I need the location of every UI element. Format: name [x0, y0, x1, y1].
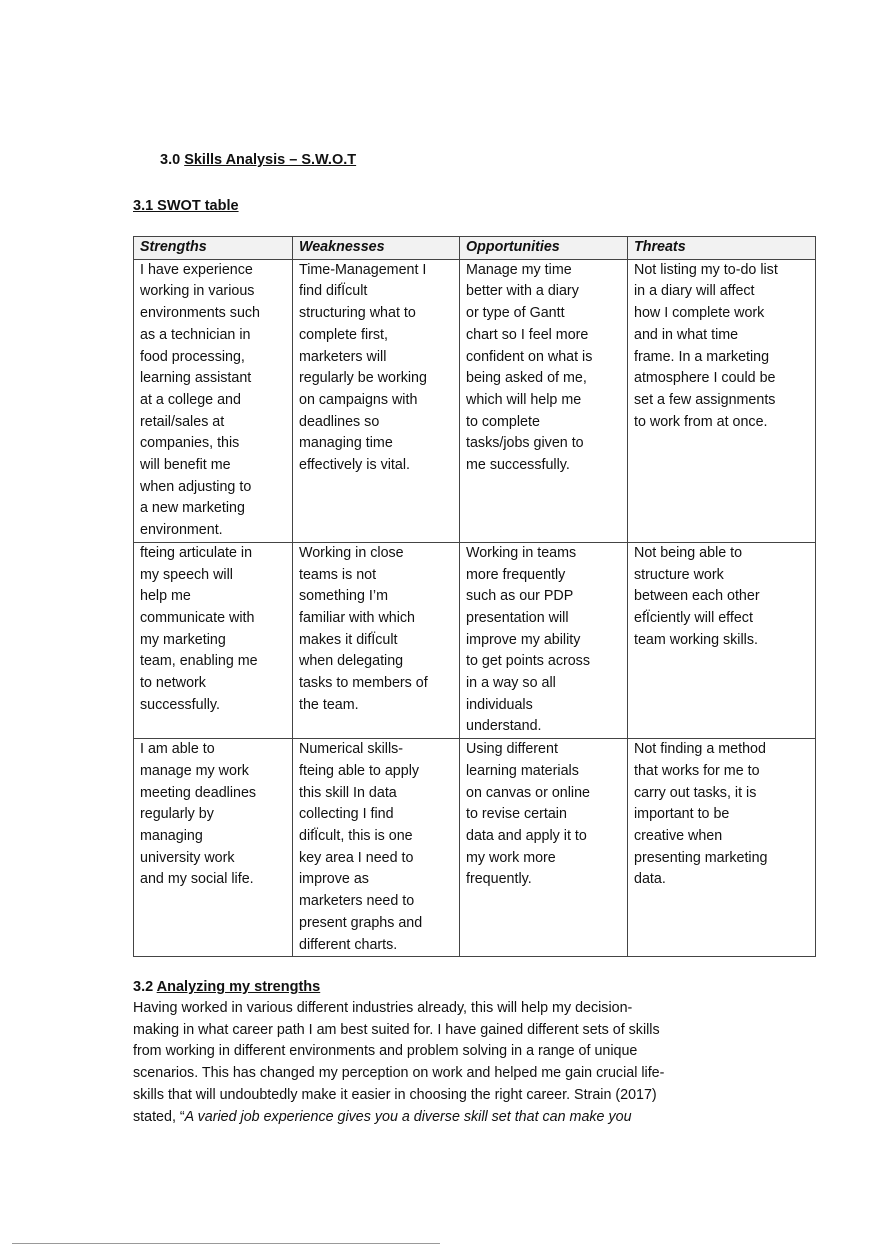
section-heading-3-1: 3.1 SWOT table: [133, 198, 239, 214]
table-header-row: [134, 237, 816, 260]
header-threats: Threats: [628, 237, 816, 260]
table-row: [134, 739, 816, 957]
section-heading-3-0: [160, 150, 356, 170]
body-paragraph: [133, 998, 664, 1128]
section-heading-3-2: [133, 977, 320, 997]
heading-title: Skills Analysis – S.W.O.T: [184, 152, 357, 168]
table-cell: Not being able to structure work between each other efÏciently will effect team working skills.: [628, 542, 816, 738]
header-strengths: Strengths: [134, 237, 293, 260]
table-cell: I have experience working in various environments such as a technician in food processing, learning assistant at a college and retail/sales at companies, this will benefit me when adjusting to a new marketing environment.: [134, 259, 293, 542]
table-cell: fteing articulate in my speech will help me communicate with my marketing team, enabling me to network successfully.: [134, 542, 293, 738]
table-row: [134, 259, 816, 542]
swot-table: [133, 236, 816, 957]
heading-title: Analyzing my strengths: [156, 979, 321, 995]
table-cell: Not listing my to-do list in a diary will affect how I complete work and in what time frame. In a marketing atmosphere I could be set a few assignments to work from at once.: [628, 259, 816, 542]
table-cell: Time-Management I find difÏcult structuring what to complete first, marketers will regularly be working on campaigns with deadlines so managing time effectively is vital.: [293, 259, 460, 542]
header-opportunities: Opportunities: [460, 237, 628, 260]
table-cell: Working in close teams is not something I’m familiar with which makes it difÏcult when delegating tasks to members of the team.: [293, 542, 460, 738]
paragraph-text: Having worked in various different industries already, this will help my decision- making in what career path I am best suited for. I have gained different sets of skills from working in different environments and problem solving in a range of unique scenarios. This has changed my perception on work and helped me gain crucial life- skills that will undoubtedly make it easier in choosing the right career. Strain (2017) stated, “: [133, 1000, 665, 1125]
table-cell: Manage my time better with a diary or type of Gantt chart so I feel more confident on what is being asked of me, which will help me to complete tasks/jobs given to me successfully.: [460, 259, 628, 542]
paragraph-quote: A varied job experience gives you a diverse skill set that can make you: [184, 1108, 632, 1125]
table-cell: Numerical skills- fteing able to apply this skill In data collecting I find difÏcult, this is one key area I need to improve as marketers need to present graphs and different charts.: [293, 739, 460, 957]
table-cell: Not finding a method that works for me to carry out tasks, it is important to be creative when presenting marketing data.: [628, 739, 816, 957]
table-cell: Working in teams more frequently such as our PDP presentation will improve my ability to get points across in a way so all individuals understand.: [460, 542, 628, 738]
heading-number: 3.0: [160, 152, 185, 168]
table-cell: Using different learning materials on canvas or online to revise certain data and apply it to my work more frequently.: [460, 739, 628, 957]
table-cell: I am able to manage my work meeting deadlines regularly by managing university work and my social life.: [134, 739, 293, 957]
table-row: [134, 542, 816, 738]
header-weaknesses: Weaknesses: [293, 237, 460, 260]
heading-number: 3.2: [133, 979, 157, 995]
footnote-separator: [12, 1243, 440, 1244]
